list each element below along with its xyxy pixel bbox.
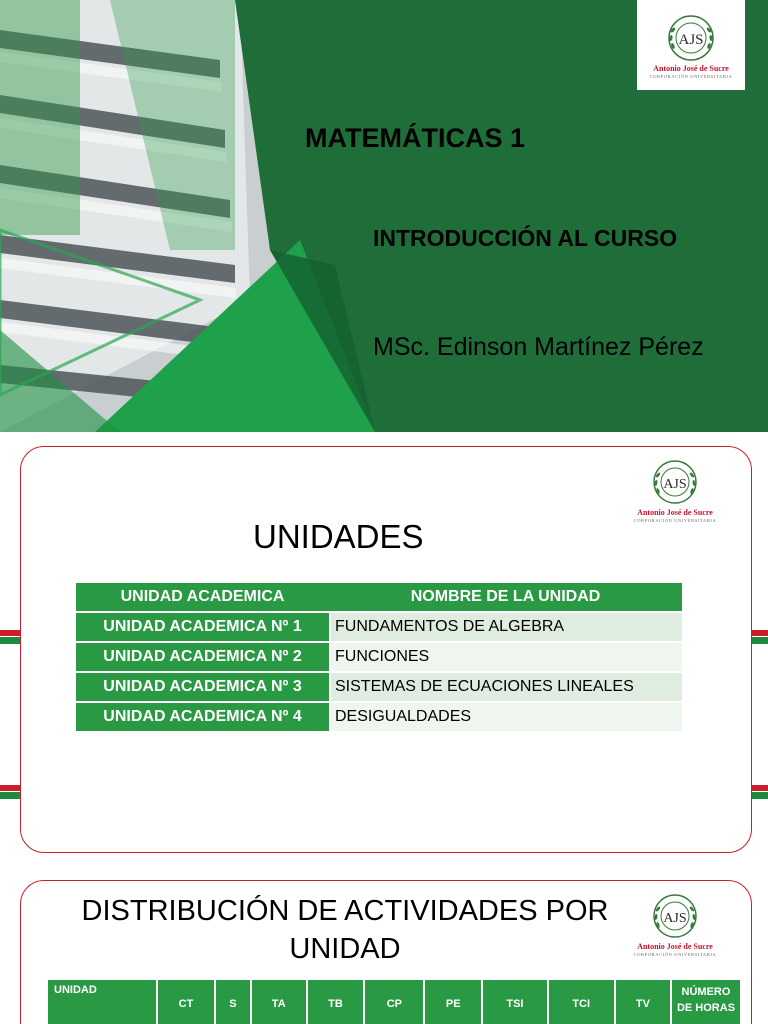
column-header-ta: TA xyxy=(252,980,306,1024)
column-header-s: S xyxy=(216,980,250,1024)
table-header-row xyxy=(48,980,740,1024)
table-row xyxy=(76,703,682,731)
title-slide xyxy=(0,0,768,432)
units-slide xyxy=(0,440,768,872)
unit-name-cell: FUNCIONES xyxy=(329,643,682,671)
logo xyxy=(625,892,725,972)
logo-subtitle: CORPORACIÓN UNIVERSITARIA xyxy=(649,74,733,79)
logo-subtitle: CORPORACIÓN UNIVERSITARIA xyxy=(633,518,717,523)
units-table xyxy=(76,581,682,733)
university-seal-icon xyxy=(651,458,699,506)
logo-card xyxy=(637,0,745,90)
activities-slide xyxy=(0,880,768,1024)
column-header-tb: TB xyxy=(308,980,364,1024)
column-header-name: NOMBRE DE LA UNIDAD xyxy=(329,583,682,611)
author-name: MSc. Edinson Martínez Pérez xyxy=(373,333,704,361)
unit-name-cell: FUNDAMENTOS DE ALGEBRA xyxy=(329,613,682,641)
unit-cell: UNIDAD ACADEMICA Nº 1 xyxy=(76,613,329,641)
unit-name-cell: DESIGUALDADES xyxy=(329,703,682,731)
units-title: UNIDADES xyxy=(253,518,424,555)
unit-name-cell: SISTEMAS DE ECUACIONES LINEALES xyxy=(329,673,682,701)
unit-cell: UNIDAD ACADEMICA Nº 2 xyxy=(76,643,329,671)
svg-text:AJS: AJS xyxy=(663,911,687,926)
column-header-cp: CP xyxy=(365,980,423,1024)
table-header-row xyxy=(76,583,682,611)
activities-table xyxy=(46,980,742,1024)
column-header-pe: PE xyxy=(425,980,481,1024)
unit-cell: UNIDAD ACADEMICA Nº 3 xyxy=(76,673,329,701)
logo xyxy=(625,458,725,538)
logo-name: Antonio José de Sucre xyxy=(637,508,713,517)
column-header-unit: UNIDAD ACADEMICA xyxy=(76,583,329,611)
table-row xyxy=(76,643,682,671)
unit-cell: UNIDAD ACADEMICA Nº 4 xyxy=(76,703,329,731)
column-header-numero-horas: NÚMERO DE HORAS xyxy=(672,980,740,1024)
course-title: MATEMÁTICAS 1 xyxy=(305,123,525,153)
university-seal-icon xyxy=(651,892,699,940)
svg-text:AJS: AJS xyxy=(678,32,704,48)
svg-text:AJS: AJS xyxy=(663,477,687,492)
logo-subtitle: CORPORACIÓN UNIVERSITARIA xyxy=(633,952,717,957)
logo-name: Antonio José de Sucre xyxy=(653,64,729,73)
column-header-unidad: UNIDAD xyxy=(48,980,156,1024)
column-header-tv: TV xyxy=(616,980,670,1024)
course-subtitle: INTRODUCCIÓN AL CURSO xyxy=(373,225,678,251)
table-row xyxy=(76,613,682,641)
column-header-tci: TCI xyxy=(549,980,614,1024)
university-seal-icon xyxy=(637,10,745,66)
activities-title: DISTRIBUCIÓN DE ACTIVIDADES POR UNIDAD xyxy=(81,895,609,965)
column-header-ct: CT xyxy=(158,980,214,1024)
table-row xyxy=(76,673,682,701)
logo-name: Antonio José de Sucre xyxy=(637,942,713,951)
column-header-tsi: TSI xyxy=(483,980,546,1024)
